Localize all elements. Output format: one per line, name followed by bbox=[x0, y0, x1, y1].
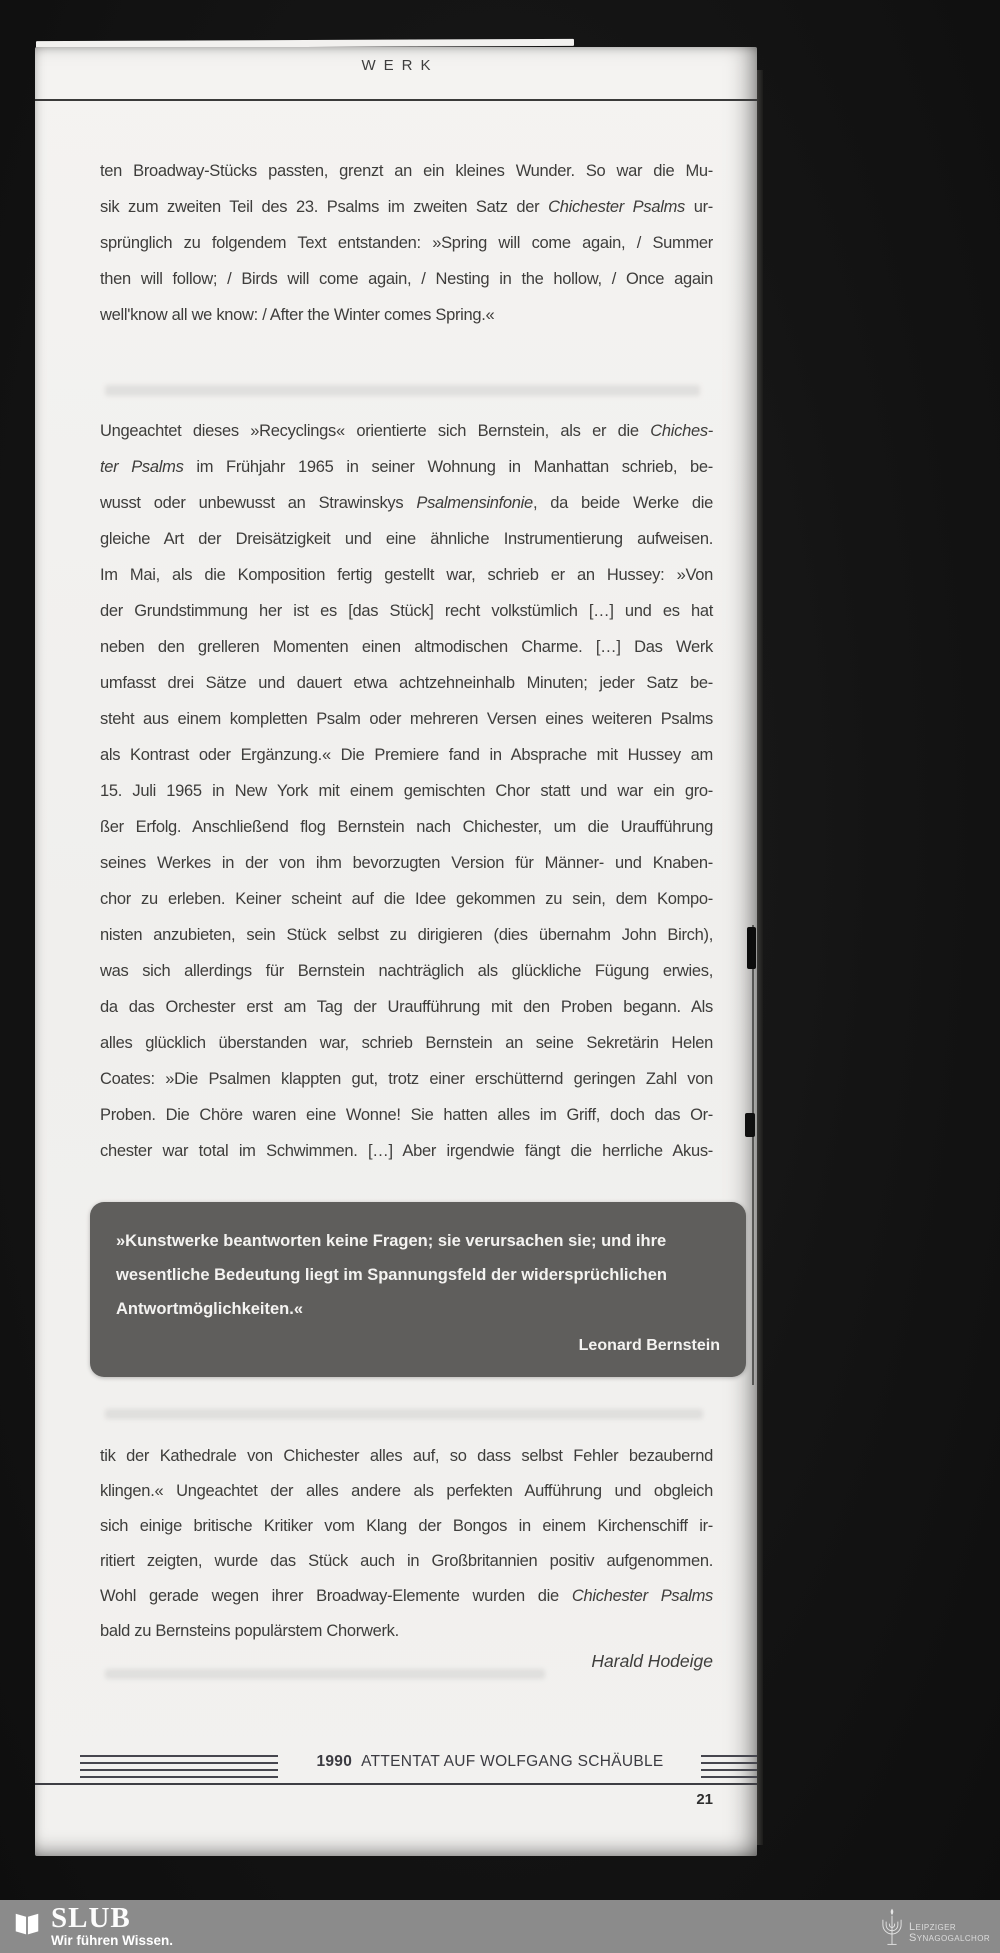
scanned-book-page bbox=[35, 47, 757, 1856]
pull-quote-text bbox=[116, 1224, 720, 1326]
text-line: der Grundstimmung her ist es [das Stück] recht volkstümlich […] und es hat bbox=[100, 602, 713, 620]
print-show-through bbox=[105, 385, 700, 396]
text-line: als Kontrast oder Ergänzung.« Die Premiere fand in Absprache mit Hussey am bbox=[100, 746, 713, 764]
pull-quote-box bbox=[90, 1202, 746, 1377]
text-line: Coates: »Die Psalmen klappten gut, trotz einer erschütternd geringen Zahl von bbox=[100, 1070, 713, 1088]
text-line: Wohl gerade wegen ihrer Broadway-Elemente wurden die Chichester Psalms bbox=[100, 1587, 714, 1605]
text-line: chor zu erleben. Keiner scheint auf die Idee gekommen zu sein, dem Kompo- bbox=[100, 890, 713, 908]
synagogalchor-text bbox=[909, 1922, 990, 1944]
text-line: wusst oder unbewusst an Strawinskys Psalmensinfonie, da beide Werke die bbox=[100, 494, 713, 512]
choir-name-line2: Synagogalchor bbox=[909, 1932, 990, 1944]
header-rule bbox=[35, 99, 757, 101]
text-line: da das Orchester erst am Tag der Uraufführung mit den Proben begann. Als bbox=[100, 998, 713, 1016]
text-line: chester war total im Schwimmen. […] Aber irgendwie fängt die herrliche Akus- bbox=[100, 1142, 713, 1160]
text-line: umfasst drei Sätze und dauert etwa achtzehneinhalb Minuten; jeder Satz be- bbox=[100, 674, 713, 692]
footer-rule bbox=[35, 1783, 757, 1785]
slub-logo bbox=[0, 1900, 173, 1953]
text-line: sik zum zweiten Teil des 23. Psalms im zweiten Satz der Chichester Psalms ur- bbox=[100, 198, 713, 216]
book-page-stack-edge bbox=[757, 70, 763, 1845]
text-line: sprünglich zu folgendem Text entstanden: »Spring will come again, / Summer bbox=[100, 234, 713, 252]
text-line: »Kunstwerke beantworten keine Fragen; sie verursachen sie; und ihre bbox=[116, 1232, 667, 1250]
slub-logo-text bbox=[51, 1902, 174, 1953]
text-line: Ungeachtet dieses »Recyclings« orientierte sich Bernstein, als er die Chiches- bbox=[100, 422, 713, 440]
text-line: nisten anzubieten, sein Stück selbst zu dirigieren (dies übernahm John Birch), bbox=[100, 926, 713, 944]
text-line: ritiert zeigten, wurde das Stück auch in Großbritannien positiv aufgenommen. bbox=[100, 1552, 713, 1570]
menorah-icon bbox=[879, 1905, 905, 1950]
timeline-year: 1990 bbox=[316, 1753, 353, 1770]
choir-name-line1: Leipziger bbox=[909, 1921, 957, 1933]
text-line: steht aus einem kompletten Psalm oder mehreren Versen eines weiteren Psalms bbox=[100, 710, 713, 728]
slub-name: SLUB bbox=[51, 1902, 131, 1934]
body-paragraph-3 bbox=[100, 1439, 713, 1649]
text-line: ten Broadway-Stücks passten, grenzt an ein kleines Wunder. So war die Mu- bbox=[100, 162, 713, 180]
author-signature: Harald Hodeige bbox=[591, 1651, 713, 1671]
text-line: sich einige britische Kritiker vom Klang der Bongos in einem Kirchenschiff ir- bbox=[100, 1517, 713, 1535]
text-line: Antwortmöglichkeiten.« bbox=[116, 1300, 304, 1318]
viewer-footer-bar bbox=[0, 1900, 1000, 1953]
body-paragraph-2 bbox=[100, 413, 713, 1169]
text-line: seines Werkes in der von ihm bevorzugten Version für Männer- und Knaben- bbox=[100, 854, 713, 872]
print-show-through bbox=[105, 1409, 703, 1419]
text-line: tik der Kathedrale von Chichester alles auf, so dass selbst Fehler bezaubernd bbox=[100, 1447, 713, 1465]
scan-artifact-edge-line bbox=[752, 925, 754, 1385]
text-line: ßer Erfolg. Anschließend flog Bernstein nach Chichester, um die Uraufführung bbox=[100, 818, 713, 836]
synagogalchor-logo bbox=[879, 1900, 1000, 1953]
body-paragraph-1 bbox=[100, 153, 713, 333]
text-line: klingen.« Ungeachtet der alles andere als perfekten Aufführung und obgleich bbox=[100, 1482, 713, 1500]
pull-quote-attribution: Leonard Bernstein bbox=[578, 1337, 720, 1354]
text-line: wesentliche Bedeutung liegt im Spannungsfeld der widersprüchlichen bbox=[116, 1266, 668, 1284]
text-line: alles glücklich überstanden war, schrieb Bernstein an seine Sekretärin Helen bbox=[100, 1034, 713, 1052]
text-line: neben den grelleren Momenten einen altmodischen Charme. […] Das Werk bbox=[100, 638, 713, 656]
timeline-staff-lines-right bbox=[701, 1755, 757, 1778]
text-line: 15. Juli 1965 in New York mit einem gemischten Chor statt und war ein gro- bbox=[100, 782, 713, 800]
text-line: gleiche Art der Dreisätzigkeit und eine ähnliche Instrumentierung aufweisen. bbox=[100, 530, 713, 548]
slub-tagline: Wir führen Wissen. bbox=[51, 1933, 174, 1948]
text-line: then will follow; / Birds will come again, / Nesting in the hollow, / Once again bbox=[100, 270, 713, 288]
open-book-icon bbox=[12, 1908, 42, 1940]
text-line: Proben. Die Chöre waren eine Wonne! Sie hatten alles im Griff, doch das Or- bbox=[100, 1106, 713, 1124]
text-line: ter Psalms im Frühjahr 1965 in seiner Wohnung in Manhattan schrieb, be- bbox=[100, 458, 713, 476]
section-header: WERK bbox=[361, 57, 439, 74]
text-line: well'know all we know: / After the Winter comes Spring.« bbox=[100, 306, 495, 324]
timeline-event: ATTENTAT AUF WOLFGANG SCHÄUBLE bbox=[361, 1753, 664, 1770]
timeline-staff-lines-left bbox=[80, 1755, 278, 1778]
timeline-entry bbox=[283, 1753, 697, 1771]
page-number: 21 bbox=[696, 1791, 713, 1808]
text-line: bald zu Bernsteins populärstem Chorwerk. bbox=[100, 1622, 399, 1640]
text-line: Im Mai, als die Komposition fertig gestellt war, schrieb er an Hussey: »Von bbox=[100, 566, 713, 584]
text-line: was sich allerdings für Bernstein nachträglich als glückliche Fügung erwies, bbox=[100, 962, 713, 980]
